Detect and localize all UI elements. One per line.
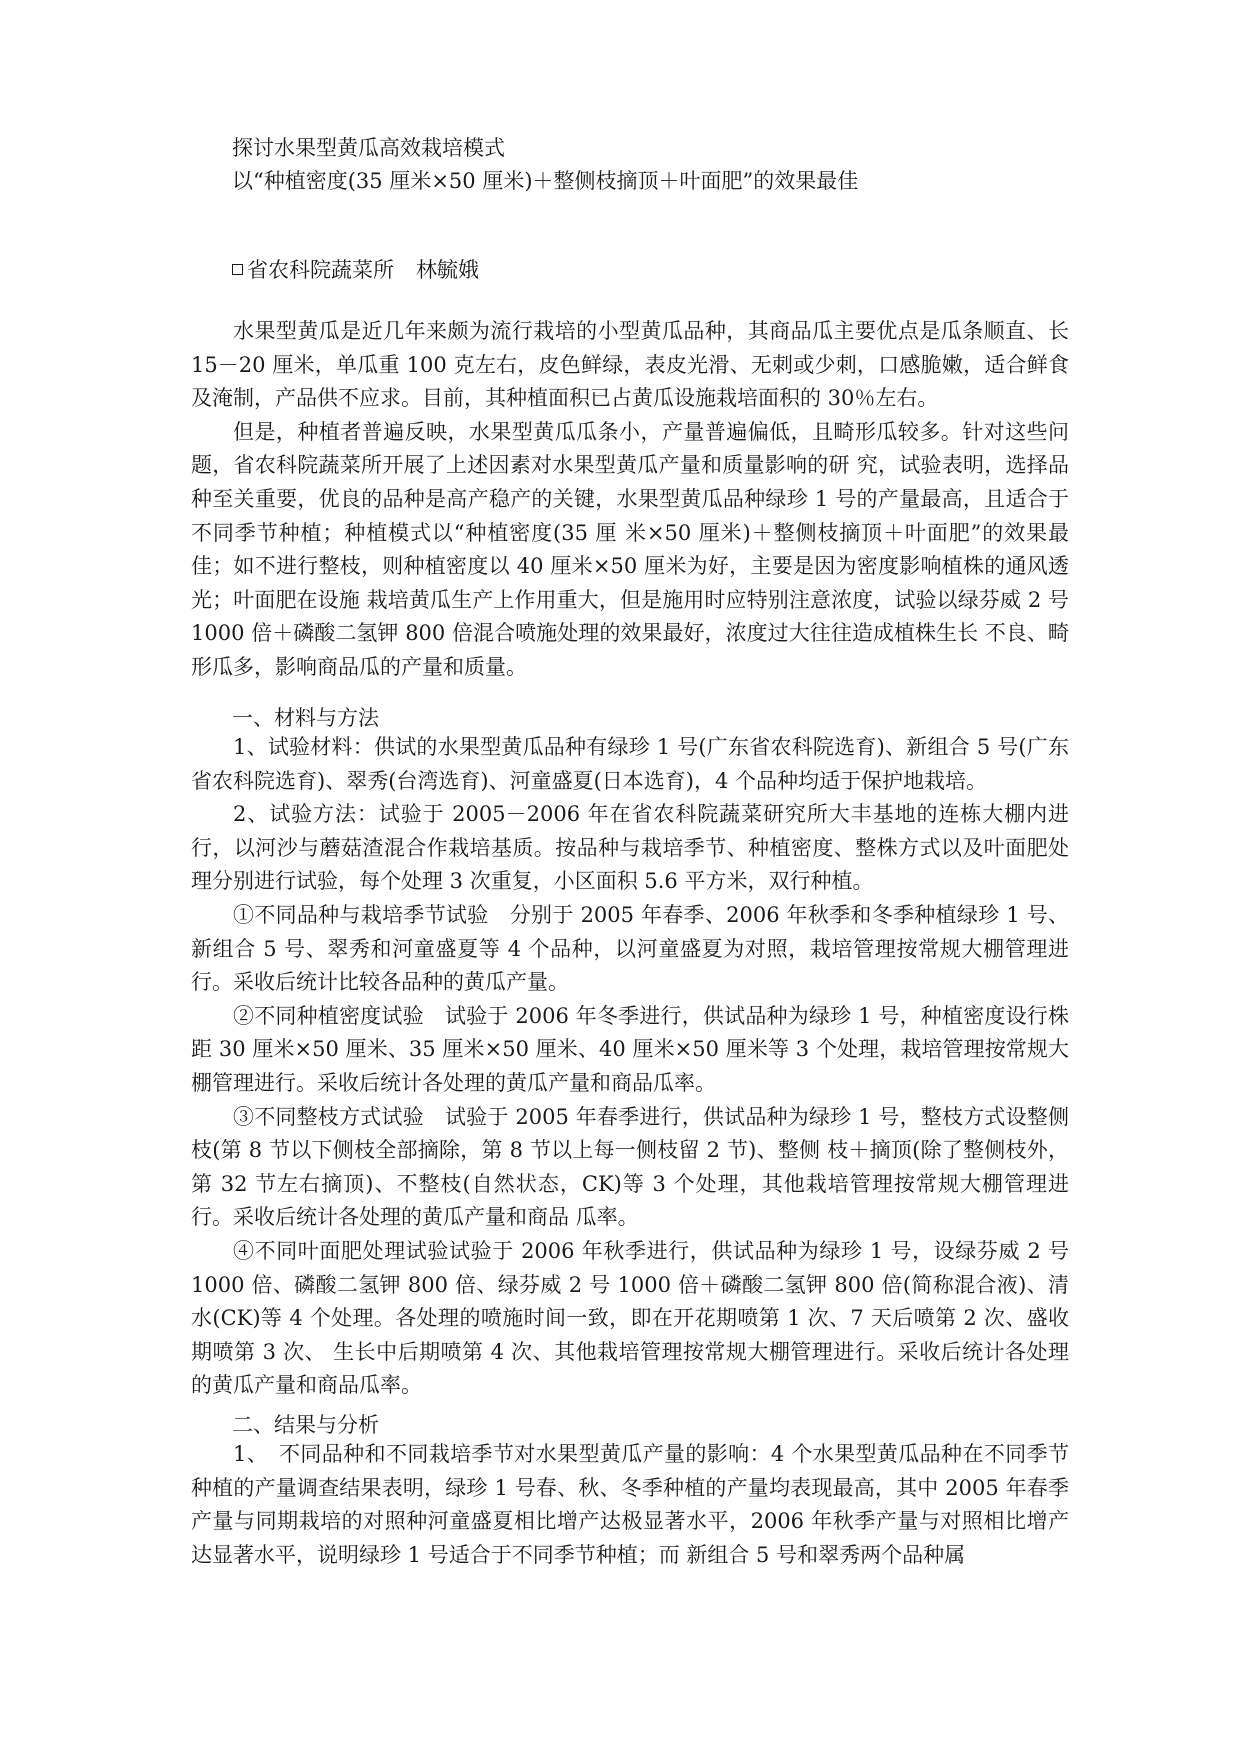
intro-block (191, 315, 1069, 685)
body-paragraph: ③不同整枝方式试验 试验于 2005 年春季进行，供试品种为绿珍 1 号，整枝方式设整侧枝(第 8 节以下侧枝全部摘除，第 8 节以上每一侧枝留 2 节)、整侧 枝＋摘顶(除了整侧枝外，第 32 节左右摘顶)、不整枝(自然状态，CK)等 3 个处理，其他栽培管理按常规大棚管理进行。采收后统计各处理的黄瓜产量和商品 瓜率。 (191, 1104, 1069, 1230)
section-materials-body (191, 731, 1069, 1403)
intro-paragraph: 但是，种植者普遍反映，水果型黄瓜瓜条小，产量普遍偏低，且畸形瓜较多。针对这些问题，省农科院蔬菜所开展了上述因素对水果型黄瓜产量和质量影响的研 究，试验表明，选择品种至关重要，优良的品种是高产稳产的关键，水果型黄瓜品种绿珍 1 号的产量最高，且适合于不同季节种植；种植模式以“种植密度(35 厘 米×50 厘米)＋整侧枝摘顶＋叶面肥”的效果最佳；如不进行整枝，则种植密度以 40 厘米×50 厘米为好，主要是因为密度影响植株的通风透光；叶面肥在设施 栽培黄瓜生产上作用重大，但是施用时应特别注意浓度，试验以绿芬威 2 号 1000 倍＋磷酸二氢钾 800 倍混合喷施处理的效果最好，浓度过大往往造成植株生长 不良、畸形瓜多，影响商品瓜的产量和质量。 (191, 419, 1069, 679)
body-paragraph: 2、试验方法：试验于 2005－2006 年在省农科院蔬菜研究所大丰基地的连栋大棚内进行，以河沙与蘑菇渣混合作栽培基质。按品种与栽培季节、种植密度、整株方式以及叶面肥处理分别进行试验，每个处理 3 次重复，小区面积 5.6 平方米，双行种植。 (191, 802, 1069, 894)
affiliation: 省农科院蔬菜所 (247, 258, 394, 282)
article-subtitle: 以“种植密度(35 厘米×50 厘米)＋整侧枝摘顶＋叶面肥”的效果最佳 (232, 169, 859, 193)
body-paragraph: ④不同叶面肥处理试验试验于 2006 年秋季进行，供试品种为绿珍 1 号，设绿芬威 2 号 1000 倍、磷酸二氢钾 800 倍、绿芬威 2 号 1000 倍＋磷酸二氢钾 800 倍(简称混合液)、清水(CK)等 4 个处理。各处理的喷施时间一致，即在开花期喷第 1 次、7 天后喷第 2 次、盛收期喷第 3 次、 生长中后期喷第 4 次、其他栽培管理按常规大棚管理进行。采收后统计各处理的黄瓜产量和商品瓜率。 (191, 1238, 1069, 1398)
author-line (232, 256, 479, 284)
body-paragraph: ①不同品种与栽培季节试验 分别于 2005 年春季、2006 年秋季和冬季种植绿珍 1 号、新组合 5 号、翠秀和河童盛夏等 4 个品种，以河童盛夏为对照，栽培管理按常规大棚管理进行。采收后统计比较各品种的黄瓜产量。 (191, 902, 1069, 995)
author-name: 林毓娥 (416, 258, 479, 282)
section-heading-materials: 一、材料与方法 (232, 706, 379, 730)
intro-paragraph: 水果型黄瓜是近几年来颇为流行栽培的小型黄瓜品种，其商品瓜主要优点是瓜条顺直、长 15－20 厘米，单瓜重 100 克左右，皮色鲜绿，表皮光滑、无刺或少刺，口感脆嫩，适合鲜食及淹制，产品供不应求。目前，其种植面积已占黄瓜设施栽培面积的 30％左右。 (191, 319, 1069, 411)
square-bullet-icon (232, 264, 243, 275)
section-results-body (191, 1438, 1069, 1572)
section-heading-results: 二、结果与分析 (232, 1413, 379, 1437)
article-title: 探讨水果型黄瓜高效栽培模式 (232, 136, 505, 160)
body-paragraph: ②不同种植密度试验 试验于 2006 年冬季进行，供试品种为绿珍 1 号，种植密度设行株距 30 厘米×50 厘米、35 厘米×50 厘米、40 厘米×50 厘米等 3 个处理，栽培管理按常规大棚管理进行。采收后统计各处理的黄瓜产量和商品瓜率。 (191, 1003, 1069, 1095)
body-paragraph: 1、 不同品种和不同栽培季节对水果型黄瓜产量的影响：4 个水果型黄瓜品种在不同季节种植的产量调查结果表明，绿珍 1 号春、秋、冬季种植的产量均表现最高，其中 2005 年春季产量与同期栽培的对照种河童盛夏相比增产达极显著水平，2006 年秋季产量与对照相比增产达显著水平，说明绿珍 1 号适合于不同季节种植；而 新组合 5 号和翠秀两个品种属 (191, 1442, 1069, 1567)
body-paragraph: 1、试验材料：供试的水果型黄瓜品种有绿珍 1 号(广东省农科院选育)、新组合 5 号(广东省农科院选育)、翠秀(台湾选育)、河童盛夏(日本选育)，4 个品种均适于保护地栽培。 (191, 735, 1069, 793)
